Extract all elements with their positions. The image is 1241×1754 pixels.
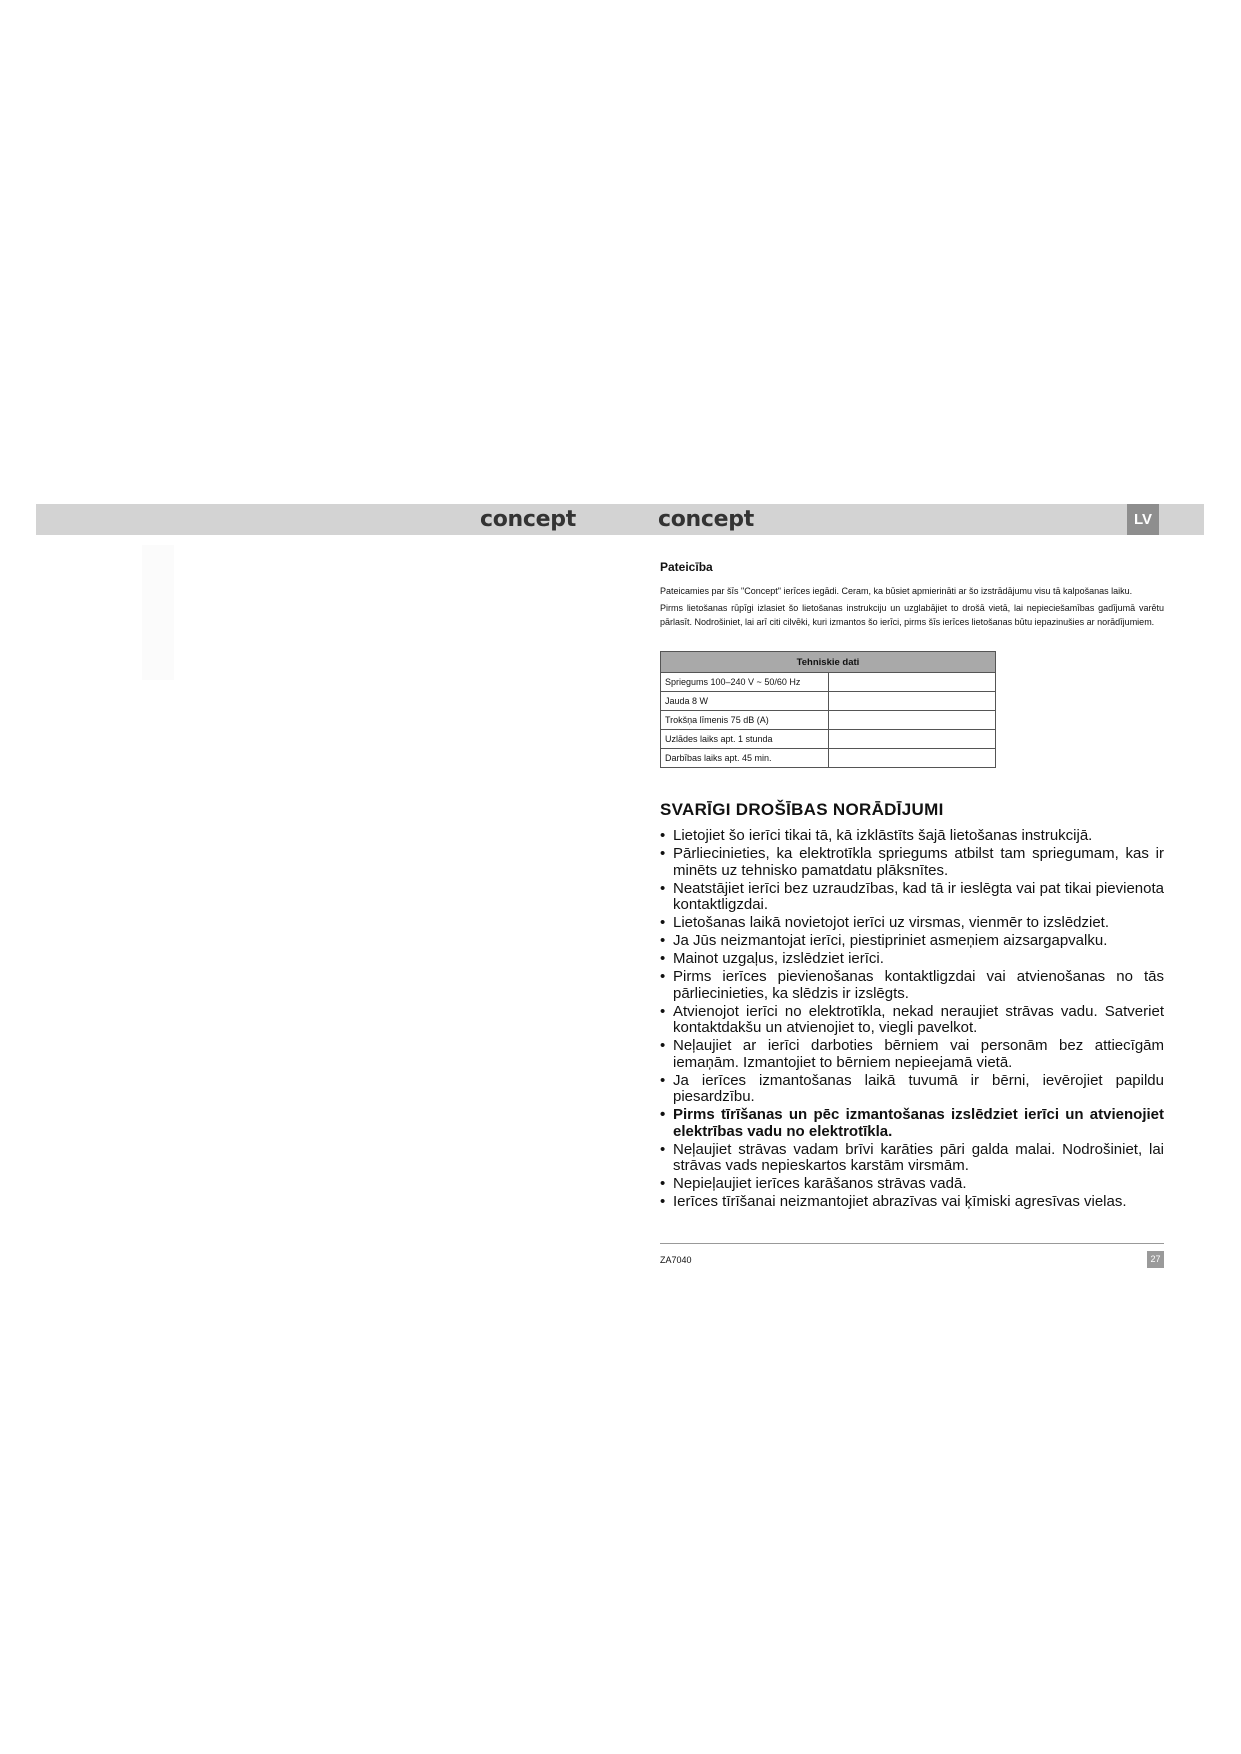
list-item: • Atvienojot ierīci no elektrotīkla, nekad neraujiet strāvas vadu. Satveriet kontaktdakšu un atvienojiet to, viegli pavelkot. (660, 1004, 1164, 1037)
brand-logo-right: concept (658, 507, 754, 532)
spec-cell: Darbības laiks apt. 45 min. (661, 749, 829, 768)
language-badge: LV (1127, 504, 1159, 535)
spec-value-empty (828, 730, 996, 749)
right-page-content (660, 556, 1164, 1212)
table-row (661, 692, 996, 711)
spec-cell: Uzlādes laiks apt. 1 stunda (661, 730, 829, 749)
list-item: • Neļaujiet ar ierīci darboties bērniem vai personām bez attiecīgām iemaņām. Izmantojiet to bērniem nepieejamā vietā. (660, 1038, 1164, 1071)
table-row (661, 673, 996, 692)
safety-list (660, 828, 1164, 1211)
list-item: • Neļaujiet strāvas vadam brīvi karāties pāri galda malai. Nodrošiniet, lai strāvas vads nepieskartos karstām virsmām. (660, 1142, 1164, 1175)
table-row (661, 749, 996, 768)
list-item: • Lietošanas laikā novietojot ierīci uz virsmas, vienmēr to izslēdziet. (660, 915, 1164, 932)
thanks-paragraph-1: Pateicamies par šīs "Concept" ierīces iegādi. Ceram, ka būsiet apmierināti ar šo izstrādājumu visu tā kalpošanas laiku. (660, 586, 1133, 596)
page-number: 27 (1147, 1251, 1164, 1268)
spec-cell: Trokšņa līmenis 75 dB (A) (661, 711, 829, 730)
spec-value-empty (828, 749, 996, 768)
list-item: • Lietojiet šo ierīci tikai tā, kā izklāstīts šajā lietošanas instrukcijā. (660, 828, 1164, 845)
spec-value-empty (828, 711, 996, 730)
list-item: • Pirms tīrīšanas un pēc izmantošanas izslēdziet ierīci un atvienojiet elektrības vadu no elektrotīkla. (660, 1107, 1164, 1140)
list-item: • Pirms ierīces pievienošanas kontaktligzdai vai atvienošanas no tās pārliecinieties, ka slēdzis ir izslēgts. (660, 969, 1164, 1002)
spec-value-empty (828, 692, 996, 711)
list-item: • Ja Jūs neizmantojat ierīci, piestipriniet asmeņiem aizsargapvalku. (660, 933, 1164, 950)
list-item: • Ierīces tīrīšanai neizmantojiet abrazīvas vai ķīmiski agresīvas vielas. (660, 1194, 1164, 1211)
table-row (661, 711, 996, 730)
header-bar (36, 504, 1204, 535)
technical-data-table (660, 651, 996, 768)
list-item: • Mainot uzgaļus, izslēdziet ierīci. (660, 951, 1164, 968)
safety-title: SVARĪGI DROŠĪBAS NORĀDĪJUMI (660, 800, 944, 819)
spec-cell: Spriegums 100–240 V ~ 50/60 Hz (661, 673, 829, 692)
list-item: • Neatstājiet ierīci bez uzraudzības, kad tā ir ieslēgta vai pat tikai pievienota kontaktligzdai. (660, 881, 1164, 914)
table-row (661, 730, 996, 749)
spec-value-empty (828, 673, 996, 692)
brand-logo-left: concept (480, 507, 576, 532)
spec-cell: Jauda 8 W (661, 692, 829, 711)
technical-data-header: Tehniskie dati (661, 652, 996, 673)
left-page-blank-area (142, 545, 174, 680)
thanks-intro (660, 584, 1164, 629)
list-item: • Nepieļaujiet ierīces karāšanos strāvas vadā. (660, 1176, 1164, 1193)
thanks-paragraph-2: Pirms lietošanas rūpīgi izlasiet šo lietošanas instrukciju un uzglabājiet to drošā vietā, lai nepieciešamības gadījumā varētu pārlasīt. Nodrošiniet, lai arī citi cilvēki, kuri izmantos šo ierīci, pirms šīs ierīces lietošanas būtu iepazinušies ar norādījumiem. (660, 603, 1164, 627)
model-number: ZA7040 (660, 1255, 692, 1265)
list-item: • Pārliecinieties, ka elektrotīkla spriegums atbilst tam spriegumam, kas ir minēts uz tehnisko pamatdatu plāksnītes. (660, 846, 1164, 879)
list-item: • Ja ierīces izmantošanas laikā tuvumā ir bērni, ievērojiet papildu piesardzību. (660, 1073, 1164, 1106)
thanks-title: Pateicība (660, 560, 713, 574)
footer-divider (660, 1243, 1164, 1244)
